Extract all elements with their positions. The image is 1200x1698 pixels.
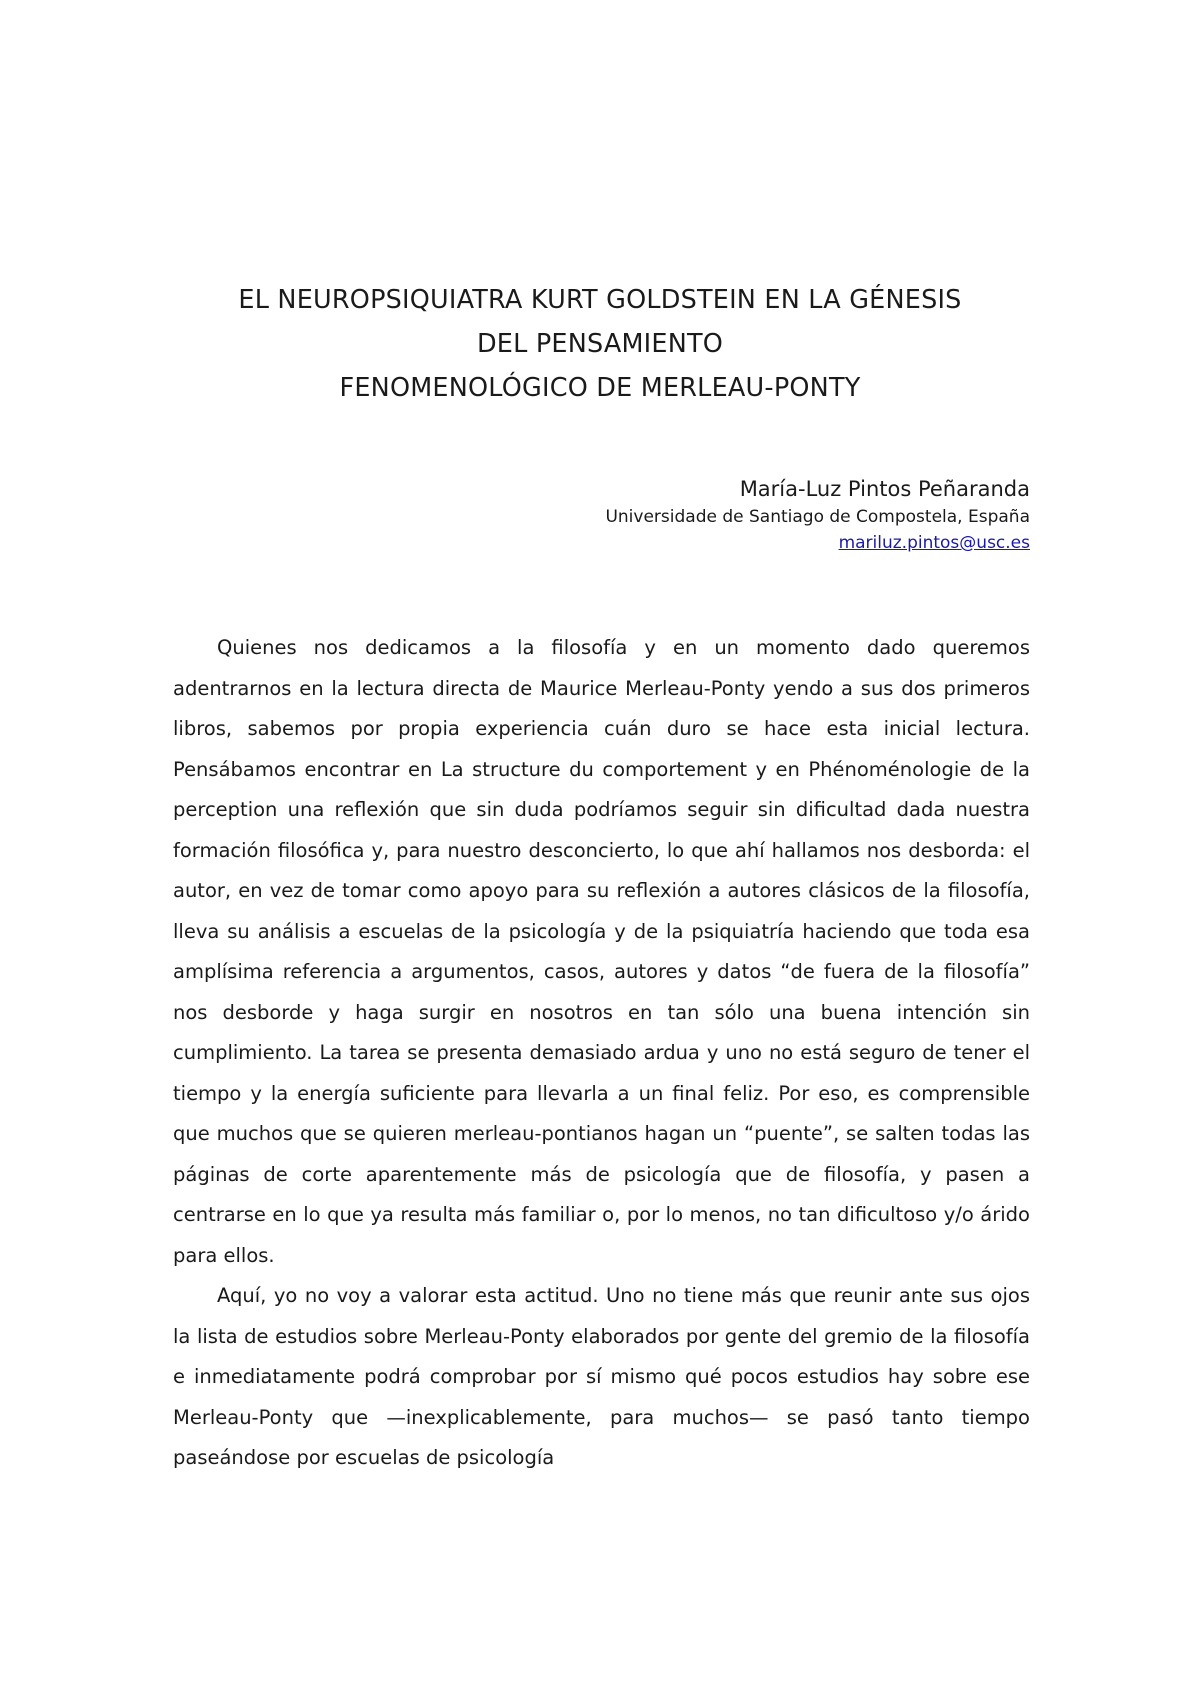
author-block [605,474,1030,556]
paragraph-1: Quienes nos dedicamos a la filosofía y en un momento dado queremos adentrarnos en la lectura directa de Maurice Merleau-Ponty yendo a sus dos primeros libros, sabemos por propia experiencia cuán duro se hace esta inicial lectura. Pensábamos encontrar en La structure du comportement y en Phénoménologie de la perception una reflexión que sin duda podríamos seguir sin dificultad dada nuestra formación filosófica y, para nuestro desconcierto, lo que ahí hallamos nos desborda: el autor, en vez de tomar como apoyo para su reflexión a autores clásicos de la filosofía, lleva su análisis a escuelas de la psicología y de la psiquiatría haciendo que toda esa amplísima referencia a argumentos, casos, autores y datos “de fuera de la filosofía” nos desborde y haga surgir en nosotros en tan sólo una buena intención sin cumplimiento. La tarea se presenta demasiado ardua y uno no está seguro de tener el tiempo y la energía suficiente para llevarla a un final feliz. Por eso, es comprensible que muchos que se quieren merleau-pontianos hagan un “puente”, se salten todas las páginas de corte aparentemente más de psicología que de filosofía, y pasen a centrarse en lo que ya resulta más familiar o, por lo menos, no tan dificultoso y/o árido para ellos. [173,636,1030,1267]
body-text [173,628,1030,1479]
paragraph-2: Aquí, yo no voy a valorar esta actitud. Uno no tiene más que reunir ante sus ojos la lista de estudios sobre Merleau-Ponty elaborados por gente del gremio de la filosofía e inmediatamente podrá comprobar por sí mismo qué pocos estudios hay sobre ese Merleau-Ponty que —inexplicablemente, para muchos— se pasó tanto tiempo paseándose por escuelas de psicología [173,1284,1030,1469]
title-line-1: EL NEUROPSIQUIATRA KURT GOLDSTEIN EN LA GÉNESIS [238,285,962,315]
title-line-3: FENOMENOLÓGICO DE MERLEAU-PONTY [339,373,861,403]
title-line-2: DEL PENSAMIENTO [476,329,724,359]
author-email-link[interactable]: mariluz.pintos@usc.es [838,533,1030,553]
author-affiliation: Universidade de Santiago de Compostela, España [605,507,1030,527]
author-name: María-Luz Pintos Peñaranda [739,477,1030,501]
paper-title [150,278,1050,410]
